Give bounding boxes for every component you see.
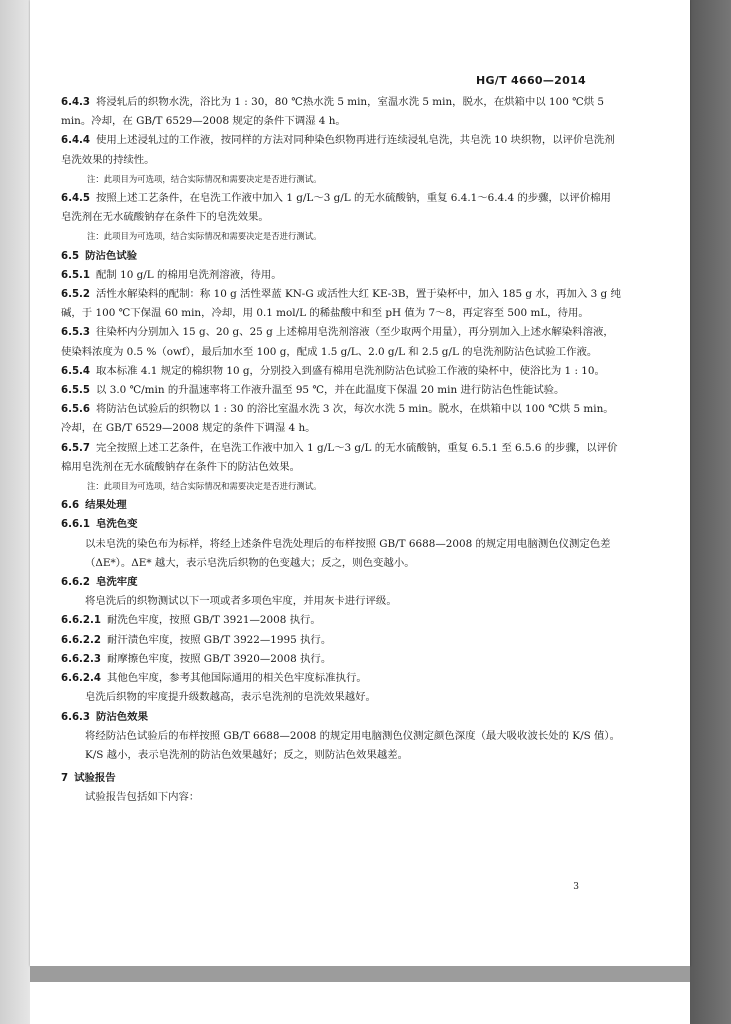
note-text: 注：此项目为可选项，结合实际情况和需要决定是否进行测试。 bbox=[87, 231, 322, 242]
note-text: 注：此项目为可选项，结合实际情况和需要决定是否进行测试。 bbox=[87, 173, 322, 184]
clause-text: 将防沾色试验后的织物以 1 : 30 的浴比室温水洗 3 次，每次水洗 5 min。脱水，在烘箱中以 100 ℃烘 5 min。冷却，在 GB/T 6529—2008 规定的条件下调湿 4 h。 bbox=[61, 403, 614, 435]
clause-number: 6.6.1 bbox=[61, 519, 91, 531]
viewer-left-margin bbox=[0, 0, 30, 1024]
body-paragraph: 皂洗后织物的牢度提升级数越高，表示皂洗剂的皂洗效果越好。 bbox=[85, 691, 376, 704]
clause-number: 6.4.4 bbox=[61, 135, 91, 147]
clause-text: 耐洗色牢度，按照 GB/T 3921—2008 执行。 bbox=[106, 614, 321, 627]
clause-paragraph bbox=[61, 439, 621, 477]
heading-text: 试验报告 bbox=[74, 772, 116, 785]
clause-paragraph bbox=[61, 93, 621, 131]
body-paragraph: 以未皂洗的染色布为标样，将经上述条件皂洗处理后的布样按照 GB/T 6688—2008 的规定用电脑测色仪测定色差（ΔE*）。ΔE* 越大，表示皂洗后织物的色变越大；反之，则色变越小。 bbox=[85, 537, 611, 569]
clause-paragraph bbox=[61, 323, 621, 361]
heading-text: 防沾色效果 bbox=[96, 710, 148, 723]
clause-number: 6.5.4 bbox=[61, 365, 91, 377]
section-heading bbox=[61, 573, 621, 592]
section-heading bbox=[61, 769, 621, 788]
clause-text: 其他色牢度，参考其他国际通用的相关色牢度标准执行。 bbox=[106, 672, 367, 685]
body-paragraph: 将经防沾色试验后的布样按照 GB/T 6688—2008 的规定用电脑测色仪测定颜色深度（最大吸收波长处的 K/S 值）。K/S 越小，表示皂洗剂的防沾色效果越好；反之，则防沾色效果越差。 bbox=[85, 729, 620, 761]
clause-text: 将浸轧后的织物水洗，浴比为 1 : 30，80 ℃热水洗 5 min，室温水洗 5 min，脱水，在烘箱中以 100 ℃烘 5 min。冷却，在 GB/T 6529—2008 规定的条件下调湿 4 h。 bbox=[61, 96, 605, 128]
clause-text: 使用上述浸轧过的工作液，按同样的方法对同种染色织物再进行连续浸轧皂洗，共皂洗 10 块织物，以评价皂洗剂皂洗效果的持续性。 bbox=[61, 134, 615, 166]
page-gap bbox=[30, 966, 690, 982]
heading-text: 防沾色试验 bbox=[85, 249, 138, 262]
clause-number: 6.6 bbox=[61, 500, 80, 512]
clause-paragraph bbox=[61, 381, 621, 400]
clause-paragraph bbox=[61, 189, 621, 227]
clause-paragraph bbox=[61, 650, 621, 669]
clause-number: 6.5.1 bbox=[61, 269, 91, 281]
clause-number: 7 bbox=[61, 773, 69, 785]
clause-number: 6.6.2.3 bbox=[61, 653, 101, 665]
clause-paragraph bbox=[61, 631, 621, 650]
clause-text: 活性水解染料的配制：称 10 g 活性翠蓝 KN-G 或活性大红 KE-3B，置于染杯中，加入 185 g 水，再加入 3 g 纯碱，于 100 ℃下保温 60 min，冷却，用 0.1 mol/L 的稀盐酸中和至 pH 值为 7～8，再定容至 500 mL，待用。 bbox=[61, 288, 621, 320]
clause-paragraph bbox=[61, 362, 621, 381]
note-text: 注：此项目为可选项，结合实际情况和需要决定是否进行测试。 bbox=[87, 481, 322, 492]
section-heading bbox=[61, 515, 621, 534]
clause-number: 6.6.2.4 bbox=[61, 673, 101, 685]
clause-text: 取本标准 4.1 规定的棉织物 10 g，分别投入到盛有棉用皂洗剂防沾色试验工作液的染杯中，使浴比为 1 : 10。 bbox=[96, 364, 605, 377]
standard-code: HG/T 4660—2014 bbox=[475, 74, 586, 87]
clause-number: 6.5 bbox=[61, 250, 80, 262]
clause-number: 6.4.5 bbox=[61, 193, 91, 205]
section-heading bbox=[61, 247, 621, 266]
clause-number: 6.5.6 bbox=[61, 404, 91, 416]
clause-text: 完全按照上述工艺条件，在皂洗工作液中加入 1 g/L～3 g/L 的无水硫酸钠，重复 6.5.1 至 6.5.6 的步骤，以评价棉用皂洗剂在无水硫酸钠存在条件下的防沾色效果。 bbox=[61, 441, 618, 473]
page-content bbox=[61, 93, 621, 808]
clause-text: 按照上述工艺条件，在皂洗工作液中加入 1 g/L～3 g/L 的无水硫酸钠，重复 6.4.1～6.4.4 的步骤，以评价棉用皂洗剂在无水硫酸钠存在条件下的皂洗效果。 bbox=[61, 192, 611, 224]
clause-number: 6.5.2 bbox=[61, 289, 91, 301]
clause-paragraph bbox=[61, 669, 621, 688]
clause-text: 配制 10 g/L 的棉用皂洗剂溶液，待用。 bbox=[96, 268, 282, 281]
clause-number: 6.6.3 bbox=[61, 711, 91, 723]
clause-number: 6.6.2.1 bbox=[61, 615, 101, 627]
viewer-right-margin bbox=[690, 0, 731, 1024]
clause-text: 往染杯内分别加入 15 g、20 g、25 g 上述棉用皂洗剂溶液（至少取两个用量），再分别加入上述水解染料溶液，使染料浓度为 0.5 %（owf），最后加水至 100 g，配成 1.5 g/L、2.0 g/L 和 2.5 g/L 的皂洗剂防沾色试验工作液。 bbox=[61, 326, 614, 358]
clause-paragraph bbox=[61, 400, 621, 438]
clause-text: 耐汗渍色牢度，按照 GB/T 3922—1995 执行。 bbox=[106, 633, 332, 646]
clause-text: 以 3.0 ℃/min 的升温速率将工作液升温至 95 ℃，并在此温度下保温 20 min 进行防沾色性能试验。 bbox=[96, 384, 565, 397]
heading-text: 皂洗色变 bbox=[96, 518, 138, 531]
clause-paragraph bbox=[61, 266, 621, 285]
clause-number: 6.6.2.2 bbox=[61, 634, 101, 646]
clause-paragraph bbox=[61, 611, 621, 630]
clause-number: 6.4.3 bbox=[61, 97, 91, 108]
clause-paragraph bbox=[61, 131, 621, 169]
page-number: 3 bbox=[573, 882, 579, 892]
section-heading bbox=[61, 496, 621, 515]
heading-text: 皂洗牢度 bbox=[96, 576, 138, 589]
heading-text: 结果处理 bbox=[85, 499, 127, 512]
section-heading bbox=[61, 708, 621, 727]
clause-number: 6.6.2 bbox=[61, 577, 91, 589]
body-paragraph: 试验报告包括如下内容： bbox=[85, 791, 200, 804]
clause-number: 6.5.7 bbox=[61, 442, 91, 454]
clause-text: 耐摩擦色牢度，按照 GB/T 3920—2008 执行。 bbox=[106, 652, 332, 665]
clause-number: 6.5.5 bbox=[61, 385, 91, 397]
next-page bbox=[30, 982, 690, 1024]
document-page bbox=[30, 0, 690, 966]
body-paragraph: 将皂洗后的织物测试以下一项或者多项色牢度，并用灰卡进行评级。 bbox=[85, 595, 397, 608]
clause-number: 6.5.3 bbox=[61, 327, 91, 339]
clause-paragraph bbox=[61, 285, 621, 323]
